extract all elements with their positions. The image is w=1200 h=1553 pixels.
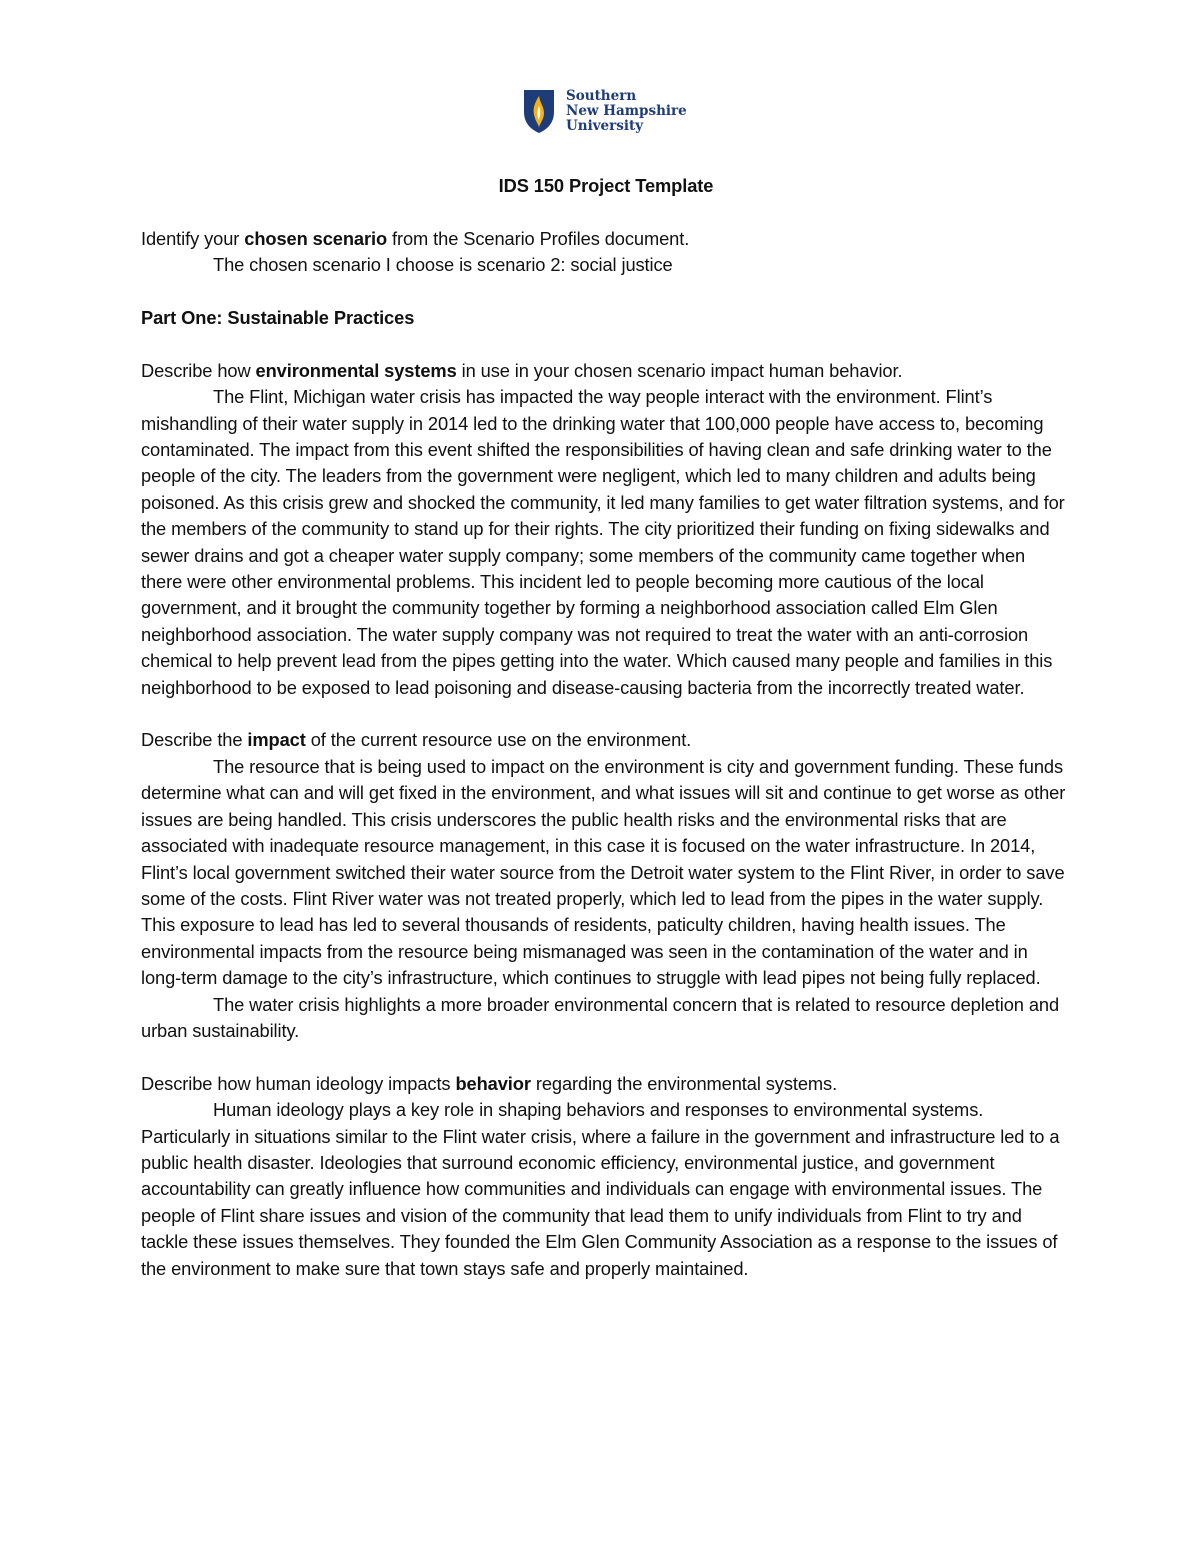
logo-line-2: New Hampshire [566, 102, 687, 119]
prompt-text: Identify your [141, 227, 245, 249]
question-text: in use in your chosen scenario impact human behavior. [456, 359, 903, 381]
answer-impact-paragraph-2: The water crisis highlights a more broader environmental concern that is related to resource depletion and urban sustainability. [141, 993, 1060, 1041]
document-body [141, 173, 1071, 1282]
question-text: of the current resource use on the environment. [305, 729, 692, 751]
scenario-answer: The chosen scenario I choose is scenario 2: social justice [213, 254, 673, 276]
answer-environmental-systems: The Flint, Michigan water crisis has impacted the way people interact with the environment. Flint’s mishandling of their water supply in 2014 led to the drinking water that 100,000 people have access to, becoming contaminated. The impact from this event shifted the responsibilities of having clean and safe drinking water to the people of the city. The leaders from the government were negligent, which led to many children and adults being poisoned. As this crisis grew and shocked the community, it led many families to get water filtration systems, and for the members of the community to stand up for their rights. The city prioritized their funding on fixing sidewalks and sewer drains and got a cheaper water supply company; some members of the community came together when there were other environmental problems. This incident led to people becoming more cautious of the local government, and it brought the community together by forming a neighborhood association called Elm Glen neighborhood association. The water supply company was not required to treat the water with an anti-corrosion chemical to help prevent lead from the pipes getting into the water. Which caused many people and families in this neighborhood to be exposed to lead poisoning and disease-causing bacteria from the incorrectly treated water. [141, 386, 1065, 698]
logo-wordmark [566, 89, 687, 134]
question-text: Describe the [141, 729, 248, 751]
part-one-heading [141, 305, 1071, 331]
answer-impact-paragraph-1: The resource that is being used to impact on the environment is city and government funding. These funds determine what can and will get fixed in the environment, and what issues will sit and continue to get worse as other issues are being handled. This crisis underscores the public health risks and the environmental risks that are associated with inadequate resource management, in this case it is focused on the water infrastructure. In 2014, Flint’s local government switched their water source from the Detroit water system to the Flint River, in order to save some of the costs. Flint River water was not treated properly, which led to lead from the pipes in the water supply. This exposure to lead has led to several thousands of residents, paticulty children, having health issues. The environmental impacts from the resource being mismanaged was seen in the contamination of the water and in long-term damage to the city’s infrastructure, which continues to struggle with lead pipes not being fully replaced. [141, 755, 1066, 989]
question-text: Describe how human ideology impacts [141, 1072, 456, 1094]
question-bold-text: behavior [455, 1072, 531, 1094]
question-environmental-systems [141, 358, 1071, 384]
logo-line-1: Southern [566, 87, 637, 104]
question-text: regarding the environmental systems. [530, 1072, 838, 1094]
section-heading: Part One: Sustainable Practices [141, 307, 415, 328]
answer-behavior: Human ideology plays a key role in shaping behaviors and responses to environmental systems. Particularly in situations similar to the Flint water crisis, where a failure in the government and infrastructure led to a public health disaster. Ideologies that surround economic efficiency, environmental justice, and government accountability can greatly influence how communities and individuals can engage with environmental issues. The people of Flint share issues and vision of the community that lead them to unify individuals from Flint to try and tackle these issues themselves. They founded the Elm Glen Community Association as a response to the issues of the environment to make sure that town stays safe and properly maintained. [141, 1099, 1060, 1279]
question-bold-text: impact [247, 729, 306, 751]
document-title: IDS 150 Project Template [498, 175, 714, 196]
shield-flame-icon [522, 88, 556, 134]
prompt-bold-text: chosen scenario [244, 227, 388, 249]
question-behavior [141, 1071, 1071, 1097]
logo-line-3: University [566, 117, 644, 134]
scenario-prompt [141, 226, 1071, 252]
university-logo [522, 88, 687, 134]
question-text: Describe how [141, 359, 256, 381]
question-bold-text: environmental systems [255, 359, 457, 381]
prompt-text: from the Scenario Profiles document. [387, 227, 690, 249]
question-impact [141, 727, 1071, 753]
